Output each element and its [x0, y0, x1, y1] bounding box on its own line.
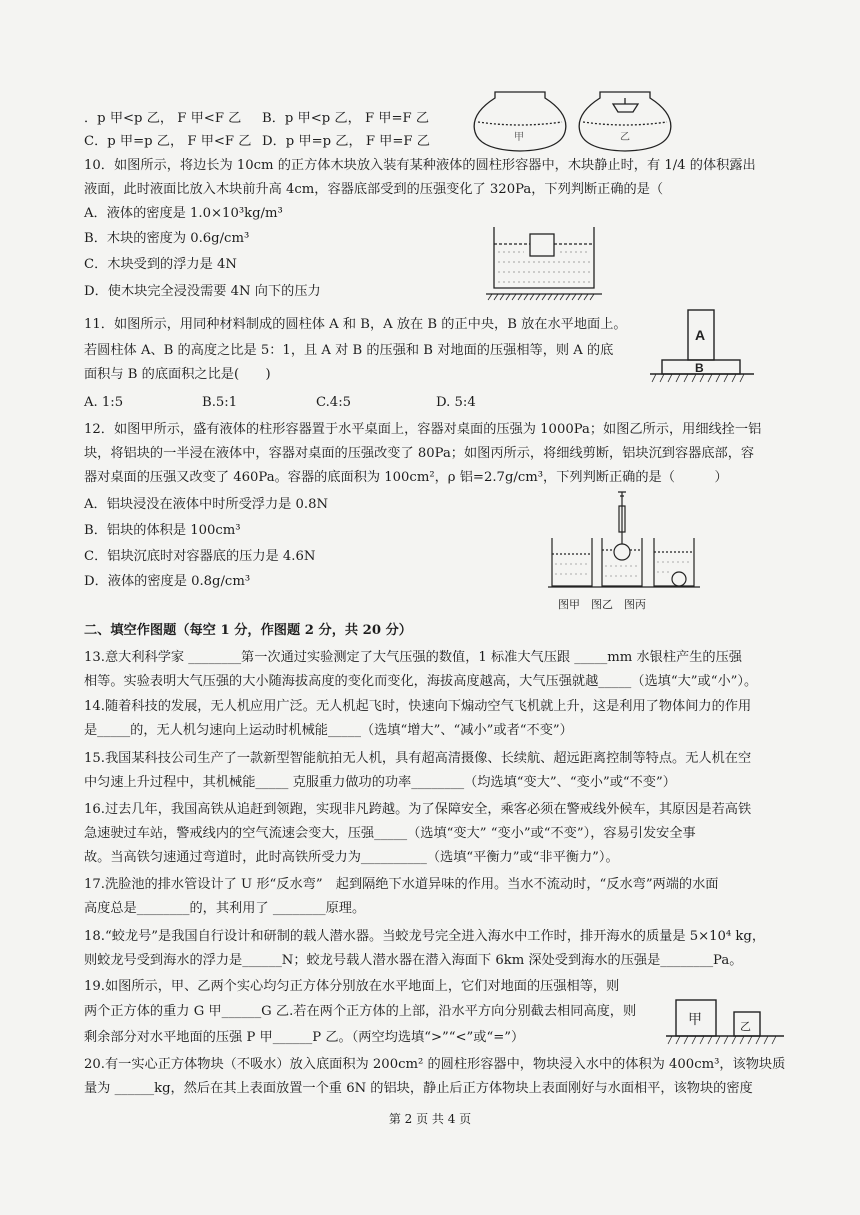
- q17-line1: 17.洗脸池的排水管设计了 U 形“反水弯” 起到隔绝下水道异味的作用。当水不流动时，“反水弯”两端的水面: [84, 877, 719, 892]
- q20-line1: 20.有一实心正方体物块（不吸水）放入底面积为 200cm² 的圆柱形容器中，物块浸入水中的体积为 400cm³，该物块质: [84, 1057, 786, 1072]
- q19-line3: 剩余部分对水平地面的压强 P 甲______P 乙。（两空均选填“>”“<”或“=”）: [84, 1030, 525, 1045]
- q12-three-containers-figure: [546, 488, 716, 616]
- q9-option-b: B．p 甲<p 乙， F 甲=F 乙: [262, 111, 430, 126]
- jar-label-jia: 甲: [514, 132, 524, 143]
- section-2-title: 二、填空作图题（每空 1 分，作图题 2 分，共 20 分）: [84, 623, 412, 638]
- q9-option-d: D．p 甲=p 乙， F 甲=F 乙: [262, 134, 430, 149]
- q10-option-b: B．木块的密度为 0.6g/cm³: [84, 231, 250, 246]
- q10-stem-line2: 液面，此时液面比放入木块前升高 4cm，容器底部受到的压强变化了 320Pa，下列判断正确的是（: [84, 182, 664, 197]
- q11-option-c: C.4:5: [316, 395, 352, 410]
- q17-line2: 高度总是________的，其利用了 ________原理。: [84, 901, 366, 916]
- q16-line3: 故。当高铁匀速通过弯道时，此时高铁所受力为__________（选填“平衡力”或“非平衡力”）。: [84, 850, 619, 865]
- q19-line2: 两个正方体的重力 G 甲______G 乙.若在两个正方体的上部，沿水平方向分别截去相同高度，则: [84, 1004, 637, 1019]
- jar-label-yi: 乙: [620, 132, 630, 143]
- q20-line2: 量为 ______kg，然后在其上表面放置一个重 6N 的铝块，静止后正方体物块上表面刚好与水面相平，该物块的密度: [84, 1081, 753, 1096]
- q12-figure-labels: 图甲 图乙 图丙: [558, 598, 646, 611]
- q11-option-a: A. 1:5: [84, 395, 124, 410]
- q11-stem-line2: 若圆柱体 A、B 的高度之比是 5：1，且 A 对 B 的压强和 B 对地面的压强相等，则 A 的底: [84, 343, 614, 358]
- q9-jars-figure: [470, 84, 680, 154]
- q15-line2: 中匀速上升过程中，其机械能_____ 克服重力做功的功率________（均选填“变大”、“变小”或“不变”）: [84, 775, 676, 790]
- q10-option-c: C．木块受到的浮力是 4N: [84, 257, 237, 272]
- q12-option-c: C．铝块沉底时对容器底的压力是 4.6N: [84, 549, 316, 564]
- q16-line2: 急速驶过车站，警戒线内的空气流速会变大，压强_____（选填“变大” “变小”或“不变”），容易引发安全事: [84, 826, 696, 841]
- label-b: B: [695, 361, 704, 375]
- q11-stem-line1: 11．如图所示，用同种材料制成的圆柱体 A 和 B，A 放在 B 的正中央，B 放在水平地面上。: [84, 317, 627, 332]
- q10-option-d: D．使木块完全浸没需要 4N 向下的压力: [84, 284, 321, 299]
- q12-option-b: B．铝块的体积是 100cm³: [84, 523, 241, 538]
- q12-stem-line1: 12．如图甲所示，盛有液体的柱形容器置于水平桌面上，容器对桌面的压强为 1000Pa；如图乙所示，用细线拴一铝: [84, 422, 762, 437]
- q11-option-b: B.5:1: [202, 395, 238, 410]
- q11-stem-line3: 面积与 B 的底面积之比是( ): [84, 367, 271, 382]
- cube-label-jia: 甲: [688, 1012, 702, 1028]
- cube-label-yi: 乙: [740, 1020, 751, 1033]
- q9-option-a: ．p 甲<p 乙， F 甲<F 乙: [84, 111, 242, 126]
- q10-container-figure: [484, 222, 604, 302]
- q18-line1: 18.“蛟龙号”是我国自行设计和研制的载人潜水器。当蛟龙号完全进入海水中工作时，排开海水的质量是 5×10⁴ kg，: [84, 929, 766, 944]
- q18-line2: 则蛟龙号受到海水的浮力是______N；蛟龙号载人潜水器在潜入海面下 6km 深处受到海水的压强是________Pa。: [84, 953, 743, 968]
- q12-option-a: A．铝块浸没在液体中时所受浮力是 0.8N: [84, 497, 329, 512]
- q10-option-a: A．液体的密度是 1.0×10³kg/m³: [84, 206, 283, 221]
- q11-option-d: D. 5:4: [436, 395, 476, 410]
- q14-line2: 是_____的，无人机匀速向上运动时机械能_____（选填“增大”、“减小”或者“不变”）: [84, 723, 573, 738]
- q10-stem-line1: 10．如图所示，将边长为 10cm 的正方体木块放入装有某种液体的圆柱形容器中，木块静止时，有 1/4 的体积露出: [84, 158, 756, 173]
- q14-line1: 14.随着科技的发展，无人机应用广泛。无人机起飞时，快速向下煽动空气飞机就上升，这是利用了物体间力的作用: [84, 699, 752, 714]
- q13-line2: 相等。实验表明大气压强的大小随海拔高度的变化而变化，海拔高度越高，大气压强就越_____（选填“大”或“小”）。: [84, 674, 758, 689]
- q9-option-c: C．p 甲=p 乙， F 甲<F 乙: [84, 134, 252, 149]
- q11-cylinders-figure: [648, 306, 756, 384]
- page-footer: 第 2 页 共 4 页: [388, 1112, 472, 1126]
- q12-stem-line3: 器对桌面的压强又改变了 460Pa。容器的底面积为 100cm²，ρ 铝=2.7g/cm³，下列判断正确的是（ ）: [84, 470, 728, 485]
- q12-stem-line2: 块，将铝块的一半浸在液体中，容器对桌面的压强改变了 80Pa；如图丙所示，将细线剪断，铝块沉到容器底部，容: [84, 446, 755, 461]
- q19-cubes-figure: [664, 996, 788, 1046]
- q13-line1: 13.意大利科学家 ________第一次通过实验测定了大气压强的数值，1 标准大气压跟 _____mm 水银柱产生的压强: [84, 650, 742, 665]
- label-a: A: [695, 327, 706, 343]
- q15-line1: 15.我国某科技公司生产了一款新型智能航拍无人机，具有超高清摄像、长续航、超远距离控制等特点。无人机在空: [84, 751, 752, 766]
- q19-line1: 19.如图所示，甲、乙两个实心均匀正方体分别放在水平地面上，它们对地面的压强相等，则: [84, 979, 620, 994]
- q16-line1: 16.过去几年，我国高铁从追赶到领跑，实现非凡跨越。为了保障安全，乘客必须在警戒线外候车，其原因是若高铁: [84, 802, 752, 817]
- q12-option-d: D．液体的密度是 0.8g/cm³: [84, 574, 251, 589]
